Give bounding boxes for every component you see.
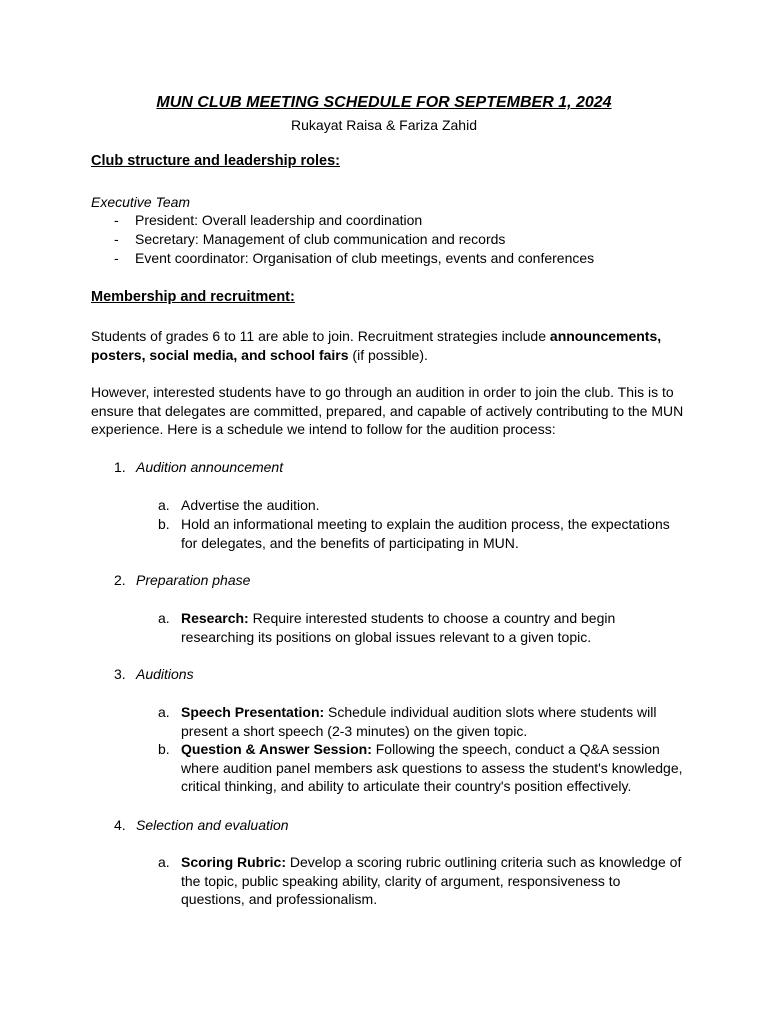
step-number: 3.: [114, 666, 126, 682]
list-item-text: President: Overall leadership and coordination: [135, 212, 423, 228]
sub-text: Research: Require interested students to choose a country and begin researching its positions on global issues relevant to a given topic.: [181, 610, 616, 645]
step-4-sub-a: [158, 853, 688, 909]
step-4-heading: [114, 816, 289, 835]
step-1-heading: [114, 458, 283, 477]
sub-letter: a.: [158, 497, 170, 513]
list-item-text: Event coordinator: Organisation of club meetings, events and conferences: [135, 250, 595, 266]
section-heading-membership: Membership and recruitment:: [91, 289, 295, 305]
sub-text: Scoring Rubric: Develop a scoring rubric outlining criteria such as knowledge of the topic, public speaking ability, clarity of argument, responsiveness to questions, and professionalism.: [181, 854, 682, 908]
sub-letter: a.: [158, 610, 170, 626]
sub-letter: b.: [158, 741, 170, 757]
document-title: MUN CLUB MEETING SCHEDULE FOR SEPTEMBER 1, 2024: [156, 94, 612, 111]
sub-letter: b.: [158, 516, 170, 532]
executive-team-label: Executive Team: [91, 194, 191, 210]
section-heading-club-structure: Club structure and leadership roles:: [91, 153, 340, 169]
paragraph-text: Students of grades 6 to 11 are able to join. Recruitment strategies include: [91, 328, 550, 344]
step-2-heading: [114, 571, 250, 590]
dash-bullet: -: [114, 212, 119, 228]
list-item-secretary: [114, 230, 505, 249]
sub-letter: a.: [158, 854, 170, 870]
step-1-sub-b: [158, 515, 688, 552]
step-title: Audition announcement: [136, 459, 284, 475]
step-number: 2.: [114, 572, 126, 588]
list-item-event-coordinator: [114, 249, 594, 268]
step-number: 1.: [114, 459, 126, 475]
sub-letter: a.: [158, 704, 170, 720]
audition-intro-paragraph: However, interested students have to go through an audition in order to join the club. This is to ensure that delegates are committed, prepared, and capable of actively contributing to the MUN experience. Here is a schedule we intend to follow for the audition process:: [91, 384, 684, 438]
list-item-president: [114, 211, 422, 230]
sub-text: Hold an informational meeting to explain the audition process, the expectations for delegates, and the benefits of participating in MUN.: [181, 516, 670, 551]
sub-text: Advertise the audition.: [181, 497, 320, 513]
step-title: Preparation phase: [136, 572, 251, 588]
step-3-sub-b: [158, 740, 688, 796]
paragraph-text: (if possible).: [348, 346, 428, 363]
list-item-text: Secretary: Management of club communication and records: [135, 231, 506, 247]
step-title: Selection and evaluation: [136, 817, 289, 833]
step-3-sub-a: [158, 703, 688, 740]
dash-bullet: -: [114, 231, 119, 247]
step-number: 4.: [114, 817, 126, 833]
sub-text: Question & Answer Session: Following the speech, conduct a Q&A session where audition panel members ask questions to assess the student's knowledge, critical thinking, and ability to articulate their country's position effectively.: [181, 741, 683, 795]
dash-bullet: -: [114, 250, 119, 266]
document-authors: Rukayat Raisa & Fariza Zahid: [291, 117, 477, 133]
sub-text: Speech Presentation: Schedule individual audition slots where students will present a short speech (2-3 minutes) on the given topic.: [181, 704, 657, 739]
step-1-sub-a: [158, 496, 688, 515]
step-2-sub-a: [158, 609, 688, 646]
step-3-heading: [114, 665, 194, 684]
paragraph-bold-text: announcements, posters, social media, and school fairs: [91, 328, 662, 363]
recruitment-paragraph: [91, 327, 691, 364]
step-title: Auditions: [136, 666, 194, 682]
